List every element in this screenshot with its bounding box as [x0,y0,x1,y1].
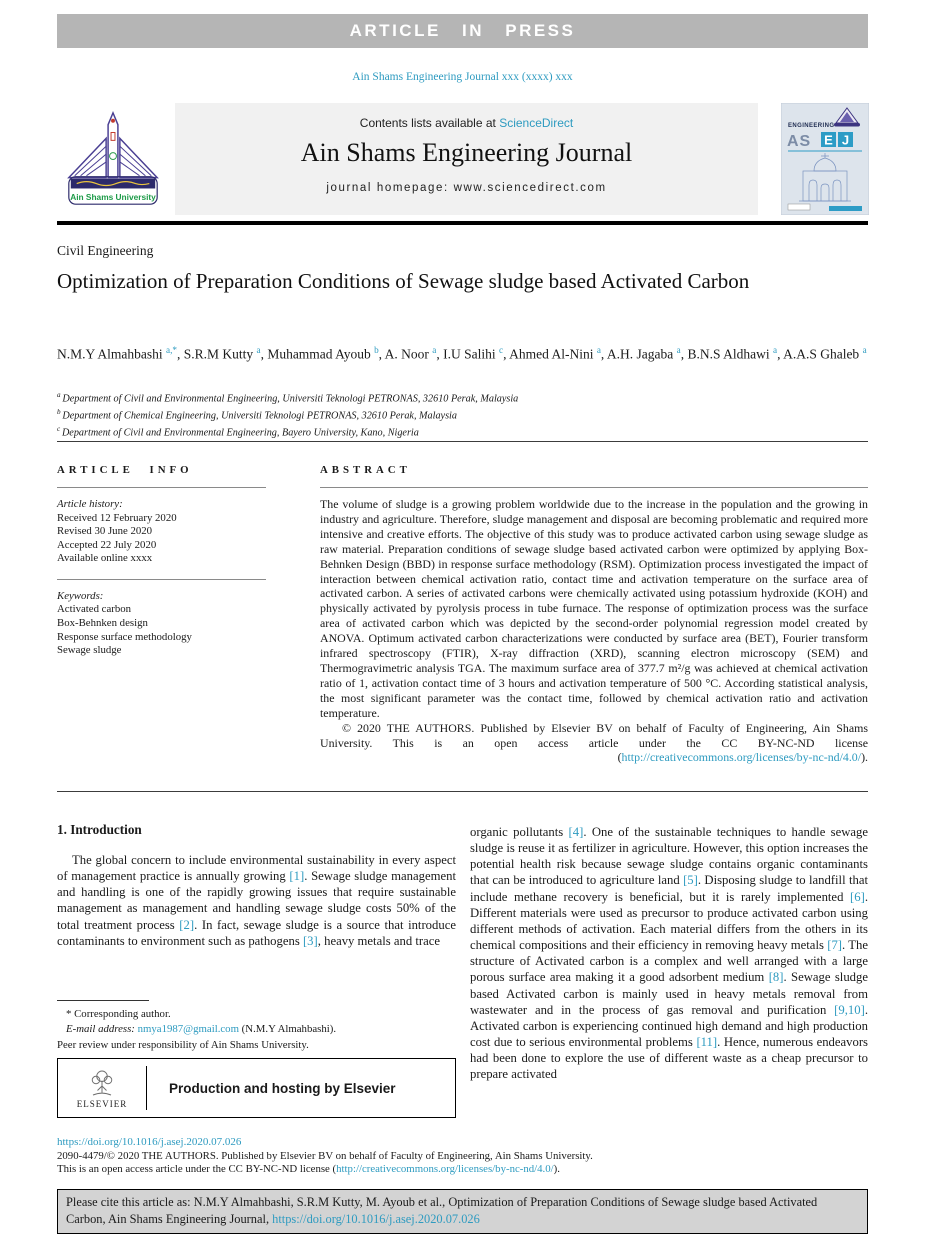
article-in-press-banner: ARTICLE IN PRESS [57,14,868,48]
footnote-block [57,1000,456,1053]
cover-engineering-label: ENGINEERING [788,123,835,129]
university-logo-caption: Ain Shams University [70,192,156,203]
ain-shams-university-logo [59,107,167,213]
text-segment: c [57,424,62,433]
text-segment: . Sewage sludge management and handling is one of the rapidly growing issues that require sustainable management as management and handling sewage sludge costs 50% of the total treatment process [57,869,456,932]
text-segment: Department of Civil and Environmental Engineering, Universiti Teknologi PETRONAS, 32610 Perak, Malaysia [62,393,519,405]
introduction-paragraph-left [57,852,456,949]
keyword-item: Box-Behnken design [57,616,148,629]
subject-section-label: Civil Engineering [57,243,154,258]
inline-link[interactable]: [2] [179,917,195,932]
text-segment: This is an open access article under the CC BY-NC-ND license ( [57,1163,337,1175]
text-segment: , A. Noor [378,346,433,362]
contents-list-line [175,116,758,130]
inline-link[interactable]: https://doi.org/10.1016/j.asej.2020.07.026 [272,1211,480,1226]
abstract-heading: ABSTRACT [320,464,411,476]
inline-link[interactable]: [7] [827,938,843,953]
keyword-item: Response surface methodology [57,630,192,643]
abstract-body: The volume of sludge is a growing problem worldwide due to the increase in the population and the growing in industry and agriculture. Therefore, sludge management and disposal are becoming problematic and required more intensive and creative efforts. The objective of this study was to produce activated carbon using sewage sludge as raw material. Preparation conditions of sewage sludge based activated carbon were optimized by applying Box-Behnken Design (BBD) in response surface methodology (RSM). Optimization process investigated the impact of interaction between chemical activation ratio, contact time and activation temperature on the surface area of activated carbon. A series of activated carbons were chemically activated using potassium hydroxide (KOH) and physically activated by pyrolysis process in tube furnace. The response of optimization process was the surface area of activated carbon which was depicted by the second-order polynomial regression model created by ANOVA. Optimum activated carbon characterizations were conducted by surface area (BET), Fourier transform infrared spectroscopy (FTIR), X-ray diffraction (XRD), scanning electron microscopy (SEM) and Thermogravimetric analysis TGA. The maximum surface area of 377.7 m²/g was achieved at chemical activation ratio of 1, activation contact time of 3 hours and activation temperature of 500 °C. According statistical analysis, the most significant parameter was the contact time, followed by chemical activation ratio and activation temperature. [320,497,868,720]
text-segment: organic pollutants [470,825,569,839]
text-segment: . Hence, numerous endeavors had been done to explore the use of different waste as a cheap precursor to prepare activated [470,1035,868,1082]
license-line [57,1163,560,1175]
inline-link[interactable]: [1] [289,869,305,884]
inline-link[interactable]: [11] [696,1035,718,1050]
inline-link[interactable]: [3] [302,933,318,948]
keywords-label: Keywords: [57,589,104,602]
author-list [57,341,868,364]
text-segment: Department of Chemical Engineering, Universiti Teknologi PETRONAS, 32610 Perak, Malaysia [62,410,457,422]
history-available: Available online xxxx [57,552,153,565]
keyword-item: Activated carbon [57,603,132,616]
production-hosting-box [57,1058,456,1118]
inline-link[interactable]: [4] [568,825,584,839]
text-segment: . Activated carbon is experiencing continued high demand and high production cost due to serious environmental problems [470,1002,868,1050]
abstract-heading-rule [320,487,868,488]
text-segment: a [862,345,867,355]
elsevier-tree-icon [87,1068,117,1098]
text-segment: a [676,345,681,355]
text-segment: ). [553,1163,560,1175]
asej-journal-cover-thumbnail [781,103,869,215]
journal-title: Ain Shams Engineering Journal [300,138,633,167]
text-segment: , B.N.S Aldhawi [680,346,773,362]
header-divider-rule [57,221,868,225]
cover-e-letter: E [824,132,833,148]
inline-link[interactable]: http://creativecommons.org/licenses/by-nc-nd/4.0/ [621,750,862,765]
text-segment: . One of the sustainable techniques to handle sewage sludge is reuse it as fertilizer in agriculture. However, this option increases the potential health risk because sewage sludge contains organic contaminants that can be introduced to agriculture land [470,825,869,888]
text-segment: , Muhammad Ayoub [260,346,375,362]
corresponding-author-note: * Corresponding author. [66,1008,171,1020]
inline-link[interactable]: nmya1987@gmail.com [137,1023,239,1036]
article-info-heading: ARTICLE INFO [57,464,193,476]
introduction-right-column [470,824,868,1083]
introduction-left-column [57,822,456,949]
text-segment: , A.H. Jagaba [600,346,677,362]
text-segment: (N.M.Y Almahbashi). [238,1023,337,1036]
text-segment: a [772,345,778,355]
text-segment: , A.A.S Ghaleb [777,346,863,362]
publisher-box-divider [146,1066,147,1110]
abstract-column [320,464,868,765]
text-segment: . Sewage sludge based Activated carbon is mainly used in heavy metals removal from wastewater and in the process of gas removal and purification [470,970,868,1017]
cover-j-letter: J [841,132,850,148]
elsevier-logo [58,1068,146,1109]
text-segment: a [256,345,261,355]
text-segment: b [57,407,63,416]
affiliation-b [57,406,868,423]
inline-link[interactable]: http://creativecommons.org/licenses/by-nc-nd/4.0/ [336,1163,554,1175]
journal-homepage-line: journal homepage: www.sciencedirect.com [326,182,607,194]
text-segment: Please cite this article as: N.M.Y Almahbashi, S.R.M Kutty, M. Ayoub et al., Optimization of Preparation Conditions of Sewage sludge based Activated Carbon, Ain Shams Engineering Journal, [66,1195,818,1226]
text-segment: , S.R.M Kutty [176,346,257,362]
text-segment: N.M.Y Almahbashi [57,346,166,362]
inline-link[interactable]: [8] [768,970,784,985]
text-segment: c [499,345,504,355]
abstract-bottom-rule [57,791,868,792]
production-hosting-text: Production and hosting by Elsevier [169,1080,396,1096]
article-history-label: Article history: [57,498,123,510]
issn-copyright-line: 2090-4479/© 2020 THE AUTHORS. Published by Elsevier BV on behalf of Faculty of Engineering, Ain Shams University. [57,1150,593,1162]
keywords-divider-rule [57,579,266,580]
text-segment: Department of Civil and Environmental Engineering, Bayero University, Kano, Nigeria [61,426,419,438]
text-segment: © 2020 THE AUTHORS. Published by Elsevier BV on behalf of Faculty of Engineering, Ain Shams University. This is an open access article under the CC BY-NC-ND license ( [320,720,868,765]
affiliation-c [57,423,868,440]
text-segment: a [57,391,63,399]
affiliation-a [57,389,868,406]
text-segment: Contents lists available at [359,116,500,130]
inline-link[interactable]: [6] [850,889,865,904]
introduction-heading: 1. Introduction [57,822,142,837]
info-block-top-rule [57,441,868,442]
journal-header [57,103,868,215]
history-accepted: Accepted 22 July 2020 [57,538,157,551]
text-segment: . In fact, sewage sludge is a source that introduce contaminants to environment such as pathogens [57,917,456,948]
history-revised: Revised 30 June 2020 [57,525,153,538]
inline-link[interactable]: ScienceDirect [499,116,574,130]
text-segment: , Ahmed Al-Nini [503,346,597,362]
article-info-column [57,464,266,658]
text-segment: a [596,345,601,355]
abstract-copyright [320,721,868,766]
text-segment: . Disposing sludge to landfill that include methane recovery is beneficial, but it is rarely implemented [470,873,868,904]
article-title: Optimization of Preparation Conditions of Sewage sludge based Activated Carbon [57,269,750,293]
doi-link[interactable]: https://doi.org/10.1016/j.asej.2020.07.026 [57,1136,242,1148]
inline-link[interactable]: [5] [683,873,698,888]
keyword-item: Sewage sludge [57,644,122,657]
article-info-heading-rule [57,487,266,488]
text-segment: ). [861,750,868,765]
affiliations [57,389,868,439]
citation-notice-box [57,1189,868,1234]
text-segment: E-mail address: [66,1023,138,1036]
elsevier-logo-text: ELSEVIER [76,1098,128,1109]
text-segment: , heavy metals and trace [317,933,440,948]
text-segment: The global concern to include environmental sustainability in every aspect of management practice is annually growing [57,853,456,884]
history-received: Received 12 February 2020 [57,511,177,524]
text-segment: a [432,345,437,355]
text-segment: , I.U Salihi [436,346,499,362]
text-segment: . Different materials were used as precursor to produce activated carbon using different methods of activation. Each material differs from the others in its chemical compositions and their efficiency in removing heavy metals [470,889,868,953]
footnote-rule [57,1000,149,1001]
text-segment: a,* [166,345,177,355]
journal-masthead [175,103,758,215]
email-address-line [57,1022,456,1037]
peer-review-note: Peer review under responsibility of Ain Shams University. [57,1038,309,1051]
cover-as-letters: AS [787,133,812,150]
text-segment: b [374,345,379,355]
running-head-journal-ref: Ain Shams Engineering Journal xxx (xxxx) xxx [352,71,573,83]
text-segment: . The structure of Activated carbon is a complex and well arranged with a large porous surface area making it a good adsorbent medium [470,938,868,985]
inline-link[interactable]: [9,10] [834,1002,865,1017]
